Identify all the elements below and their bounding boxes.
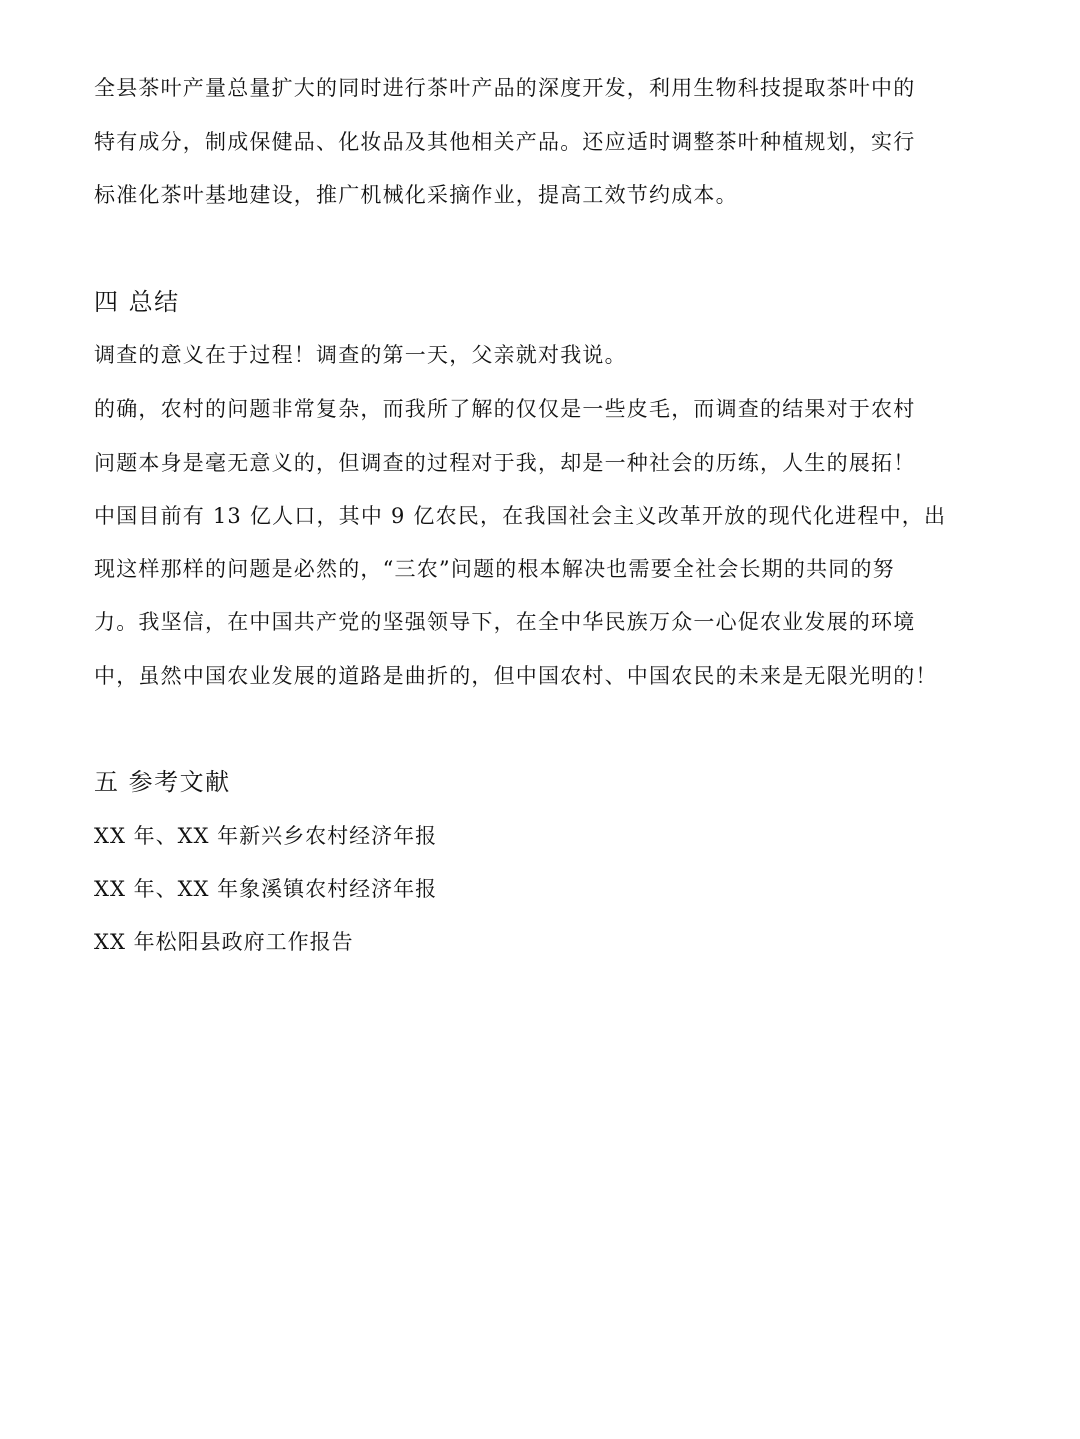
- paragraph-line: 中，虽然中国农业发展的道路是曲折的，但中国农村、中国农民的未来是无限光明的！: [94, 664, 938, 688]
- paragraph-line: 现这样那样的问题是必然的，“三农”问题的根本解决也需要全社会长期的共同的努: [94, 557, 895, 581]
- reference-item: XX 年、XX 年象溪镇农村经济年报: [94, 877, 438, 901]
- paragraph-line: 力。我坚信，在中国共产党的坚强领导下，在全中华民族万众一心促农业发展的环境: [94, 610, 916, 634]
- reference-item: XX 年松阳县政府工作报告: [94, 930, 354, 954]
- paragraph-line: 的确，农村的问题非常复杂，而我所了解的仅仅是一些皮毛，而调查的结果对于农村: [94, 397, 916, 421]
- section-heading: 四 总结: [94, 288, 180, 316]
- paragraph-line: 特有成分，制成保健品、化妆品及其他相关产品。还应适时调整茶叶种植规划，实行: [94, 130, 916, 154]
- paragraph-line: 问题本身是毫无意义的，但调查的过程对于我，却是一种社会的历练，人生的展拓！: [94, 451, 916, 475]
- paragraph-line: 全县茶叶产量总量扩大的同时进行茶叶产品的深度开发，利用生物科技提取茶叶中的: [94, 76, 916, 100]
- paragraph-line: 中国目前有 13 亿人口，其中 9 亿农民，在我国社会主义改革开放的现代化进程中，出: [94, 504, 947, 528]
- paragraph-line: 调查的意义在于过程！调查的第一天，父亲就对我说。: [94, 343, 627, 367]
- section-heading: 五 参考文献: [94, 768, 231, 796]
- paragraph-line: 标准化茶叶基地建设，推广机械化采摘作业，提高工效节约成本。: [94, 183, 738, 207]
- reference-item: XX 年、XX 年新兴乡农村经济年报: [94, 824, 438, 848]
